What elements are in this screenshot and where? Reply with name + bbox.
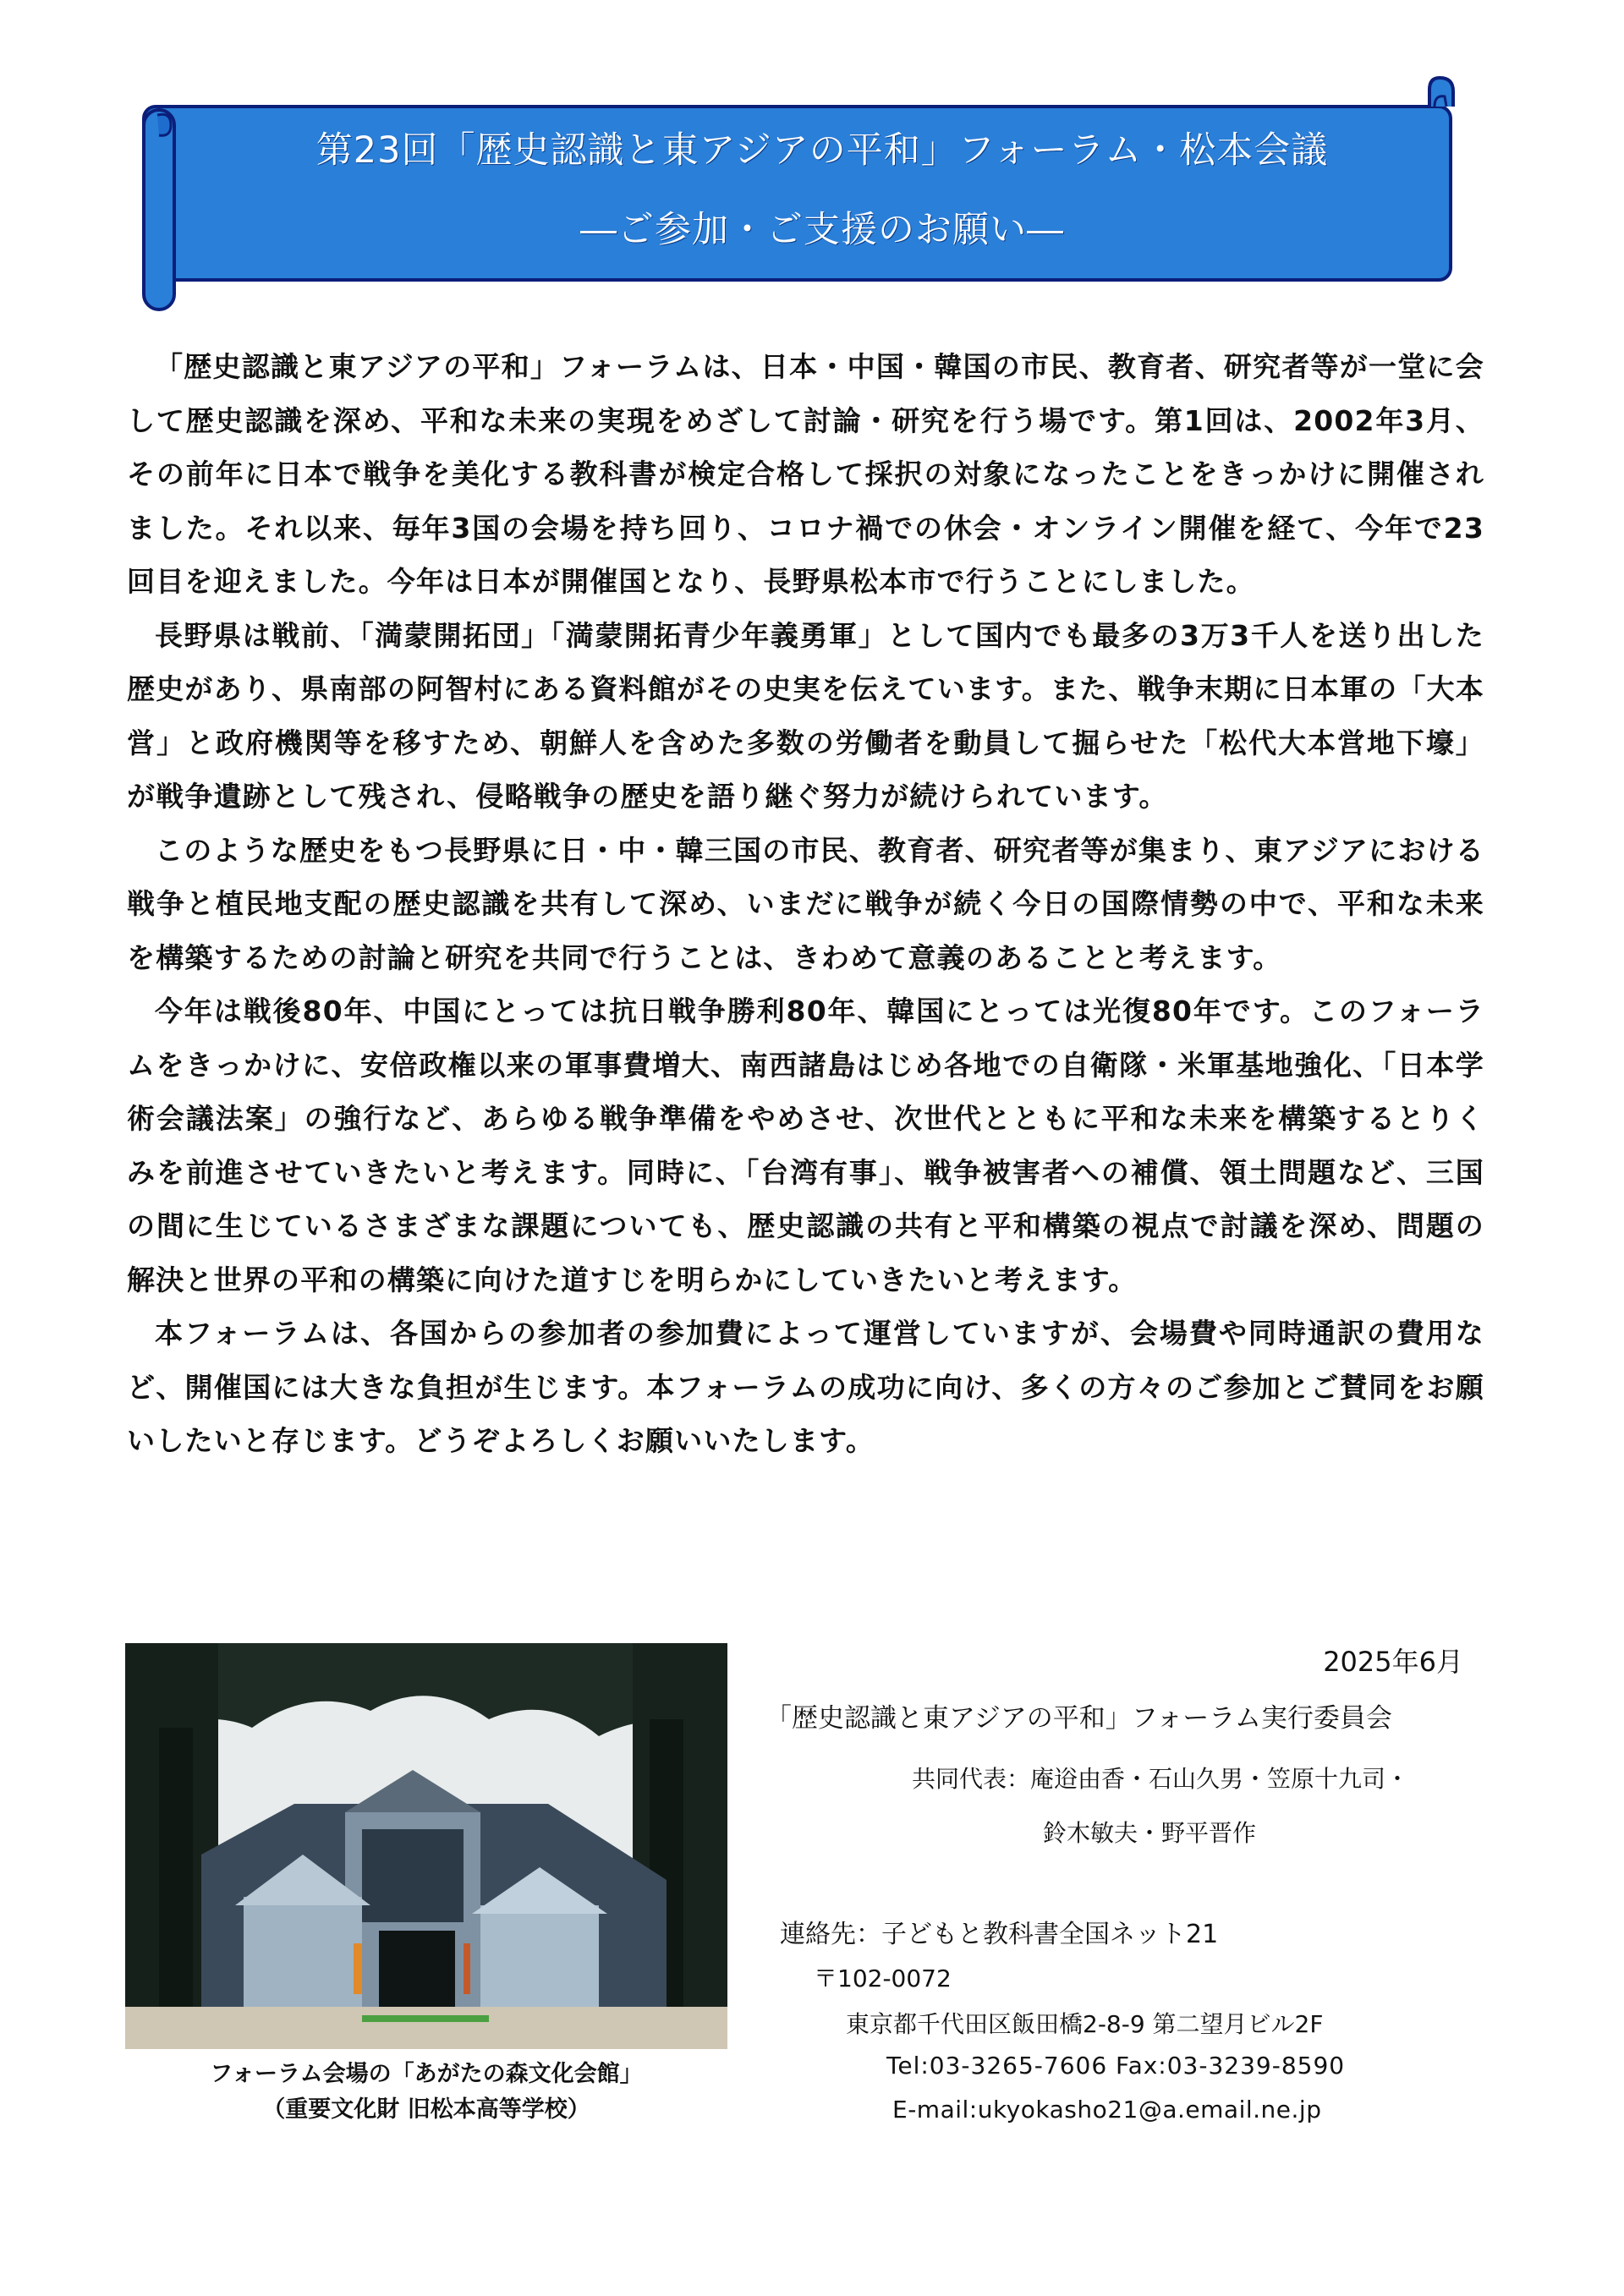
venue-photo xyxy=(125,1643,727,2049)
banner-title: 第23回「歴史認識と東アジアの平和」フォーラム・松本会議 xyxy=(315,129,1329,172)
photo-caption xyxy=(125,2057,727,2128)
title-banner xyxy=(137,74,1465,320)
paragraph-3: このような歴史をもつ長野県に日・中・韓三国の市民、教育者、研究者等が集まり、東アジアにおける戦争と植民地支配の歴史認識を共有して深め、いまだに戦争が続く今日の国際情勢の中で、平和な未来を構築するための討論と研究を共同で行うことは、きわめて意義のあることと考えます。 xyxy=(127,833,1484,974)
representatives-line-1: 共同代表：庵逧由香・石山久男・笠原十九司・ xyxy=(912,1765,1410,1793)
representatives-line-2: 鈴木敏夫・野平晋作 xyxy=(1043,1819,1257,1847)
issue-date: 2025年6月 xyxy=(1323,1646,1463,1678)
caption-line-2: （重要文化財 旧松本高等学校） xyxy=(262,2096,590,2123)
scroll-banner-shape xyxy=(137,74,1465,320)
contact-zip: 〒102-0072 xyxy=(814,1964,952,1992)
caption-line-1: フォーラム会場の「あがたの森文化会館」 xyxy=(210,2061,643,2087)
paragraph-5: 本フォーラムは、各国からの参加者の参加費によって運営していますが、会場費や同時通訳の費用など、開催国には大きな負担が生じます。本フォーラムの成功に向け、多くの方々のご参加とご賛同をお願いしたいと存じます。どうぞよろしくお願いいたします。 xyxy=(127,1317,1484,1457)
paragraph-2: 長野県は戦前、「満蒙開拓団」「満蒙開拓青少年義勇軍」として国内でも最多の3万3千人を送り出した歴史があり、県南部の阿智村にある資料館がその史実を伝えています。また、戦争末期に日本軍の「大本営」と政府機関等を移すため、朝鮮人を含めた多数の労働者を動員して掘らせた「松代大本営地下壕」が戦争遺跡として残され、侵略戦争の歴史を語り継ぐ努力が続けられています。 xyxy=(127,618,1484,813)
contact-address: 東京都千代田区飯田橋2-8-9 第二望月ビル2F xyxy=(846,2010,1324,2038)
paragraph-4: 今年は戦後80年、中国にとっては抗日戦争勝利80年、韓国にとっては光復80年です。このフォーラムをきっかけに、安倍政権以来の軍事費増大、南西諸島はじめ各地での自衛隊・米軍基地強化、「日本学術会議法案」の強行など、あらゆる戦争準備をやめさせ、次世代とともに平和な未来を構築するとりくみを前進させていきたいと考えます。同時に、「台湾有事」、戦争被害者への補償、領土問題など、三国の間に生じているさまざまな課題についても、歴史認識の共有と平和構築の視点で討議を深め、問題の解決と世界の平和の構築に向けた道すじを明らかにしていきたいと考えます。 xyxy=(127,995,1484,1296)
paragraph-1: 「歴史認識と東アジアの平和」フォーラムは、日本・中国・韓国の市民、教育者、研究者等が一堂に会して歴史認識を深め、平和な未来の実現をめざして討論・研究を行う場です。第1回は、2002年3月、その前年に日本で戦争を美化する教科書が検定合格して採択の対象になったことをきっかけに開催されました。それ以来、毎年3国の会場を持ち回り、コロナ禍での休会・オンライン開催を経て、今年で23回目を迎えました。今年は日本が開催国となり、長野県松本市で行うことにしました。 xyxy=(127,350,1484,598)
contact-label: 連絡先：子どもと教科書全国ネット21 xyxy=(780,1920,1219,1949)
organization-name: 「歴史認識と東アジアの平和」フォーラム実行委員会 xyxy=(765,1703,1392,1734)
building-photo-illustration xyxy=(125,1643,727,2049)
body-text xyxy=(127,340,1484,1468)
contact-tel-fax: Tel:03-3265-7606 Fax:03-3239-8590 xyxy=(886,2052,1346,2080)
banner-subtitle: ―ご参加・ご支援のお願い― xyxy=(580,209,1064,251)
contact-email[interactable]: E-mail:ukyokasho21@a.email.ne.jp xyxy=(892,2096,1322,2123)
